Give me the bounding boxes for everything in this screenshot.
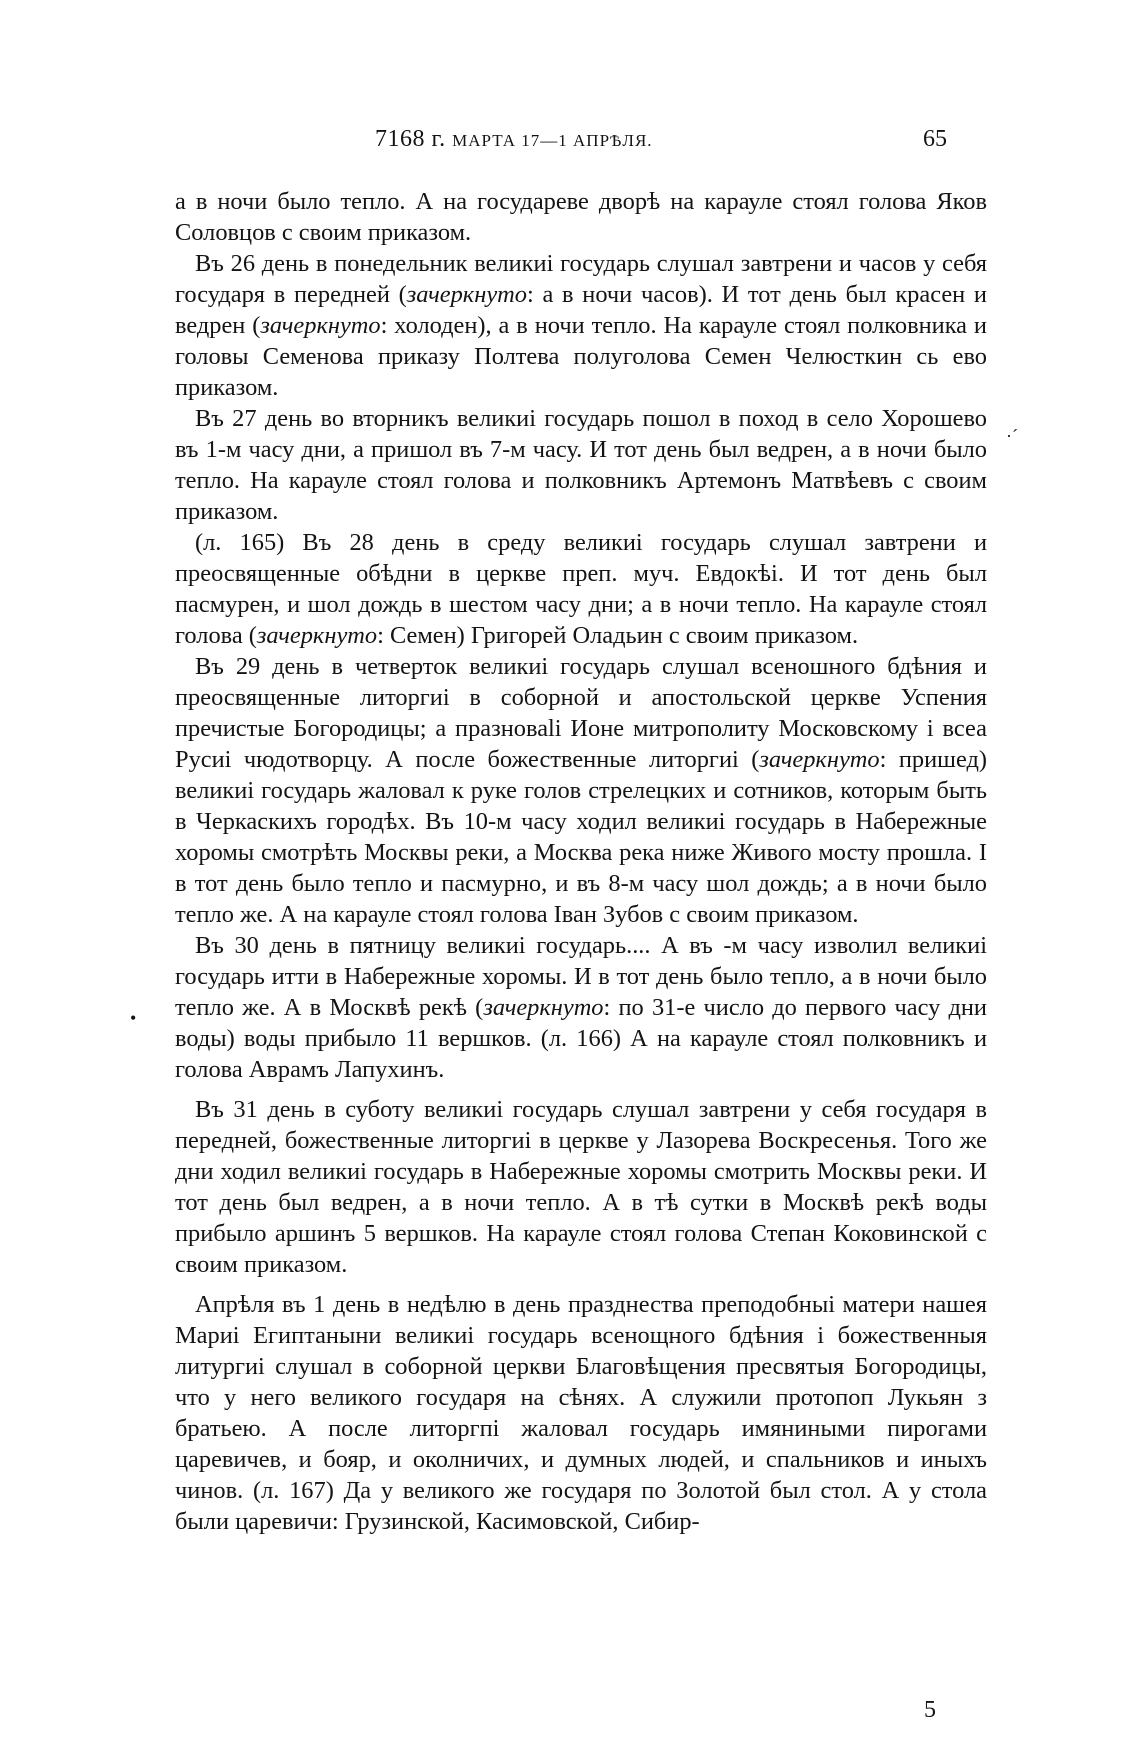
paragraph [175,248,987,403]
paragraph [175,651,987,930]
editorial-note: зачеркнуто [256,622,378,649]
text-run: Въ 27 день во вторникъ великиі государь пошол в поход в село Хорошево въ 1-м часу дни, а пришол въ 7-м часу. И тот день был ведрен, а в ночи было тепло. На карауле стоял голова и полковникъ Артемонъ Матвѣевъ с своим приказом. [175,405,987,525]
text-run: : Семен) Григорей Оладьин с своим приказом. [377,622,859,649]
text-run: : холоден), а в ночи тепло. На карауле стоял полковника и головы Семенова приказу Полтева полуголова Семен Челюсткин сь ево приказом. [175,312,987,401]
text-run: Въ 26 день в понедельник великиі государь слушал завтрени и часов у себя государя в передней ( [175,250,987,308]
document-page [175,126,987,1537]
running-header [175,126,987,156]
margin-dot: • [130,1008,137,1028]
text-run: (л. 165) Въ 28 день в среду великиі государь слушал завтрени и преосвященные обѣдни в церкве преп. муч. Евдокѣі. И тот день был пасмурен, и шол дождь в шестом часу дни; а в ночи тепло. На карауле стоял голова ( [175,529,987,649]
header-dates: МАРТА 17—1 АПРѢЛЯ. [452,131,653,150]
text-run: : пришед) великиі государь жаловал к руке голов стрелецких и сотников, которым быть в Черкаскихъ городѣх. Въ 10-м часу ходил великиі государь в Набережные хоромы смотрѣть Москвы реки, а Москва река ниже Живого мосту прошла. І в тот день было тепло и пасмурно, и въ 8-м часу шол дождь; а в ночи было тепло же. А на карауле стоял голова Іван Зубов с своим приказом. [175,746,987,928]
text-run: Въ 30 день в пятницу великиі государь.... А въ -м часу изволил великиі государь итти в Набережные хоромы. И в тот день было тепло, а в ночи было тепло же. А в Москвѣ рекѣ ( [175,932,987,1021]
editorial-note: зачеркнуто [406,281,527,308]
text-run: : а в ночи часов). И тот день был красен и ведрен ( [175,281,987,339]
paragraph [175,527,987,651]
editorial-note: зачеркнуто [260,312,381,339]
page-number: 65 [923,126,947,152]
header-year: 7168 г. [375,126,446,152]
text-run: а в ночи было тепло. А на государеве дворѣ на карауле стоял голова Яков Соловцов с своим приказом. [175,188,987,246]
editorial-note: зачеркнуто [759,746,880,773]
paragraph [175,403,987,527]
text-run: Въ 31 день в суботу великиі государь слушал завтрени у себя государя в передней, божественные литоргиі в церкве у Лазорева Воскресенья. Того же дни ходил великиі государь в Набережные хоромы смотрить Москвы реки. И тот день был ведрен, а в ночи тепло. А в тѣ сутки в Москвѣ рекѣ воды прибыло аршинъ 5 вершков. На карауле стоял голова Степан Коковинской с своим приказом. [175,1096,987,1278]
editorial-note: зачеркнуто [483,994,604,1021]
paragraph [175,1094,987,1280]
paragraph [175,186,987,248]
text-run: Въ 29 день в четверток великиі государь слушал всеношного бдѣния и преосвященные литоргиі в соборной и апостольской церкве Успения пречистые Богородицы; а празноваli Ионе митрополиту Московскому і всеа Русиі чюдотворцу. А после божественные литоргиі ( [175,653,987,773]
header-title [375,126,653,153]
body-text [175,186,987,1537]
text-run: : по 31-е число до первого часу дни воды) воды прибыло 11 вершков. (л. 166) А на карауле стоял полковникъ и голова Аврамъ Лапухинъ. [175,994,987,1083]
text-run: Апрѣля въ 1 день в недѣлю в день празднества преподобныі матери нашея Мариі Египтаныни великиі государь всенощного бдѣния і божественныя литургиі слушал в соборной церкви Благовѣщения пресвятыя Богородицы, что у него великого государя на сѣнях. А служили протопоп Лукьян з братьею. А после литоргпі жаловал государь имяниными пирогами царевичев, и бояр, и околничих, и думных людей, и спальников и иныхъ чинов. (л. 167) Да у великого же государя по Золотой был стол. А у стола были царевичи: Грузинской, Касимовской, Сибир- [175,1291,987,1535]
margin-mark: ·ˊ [1006,426,1018,446]
paragraph [175,930,987,1085]
paragraph [175,1289,987,1537]
signature-mark: 5 [924,1697,936,1723]
